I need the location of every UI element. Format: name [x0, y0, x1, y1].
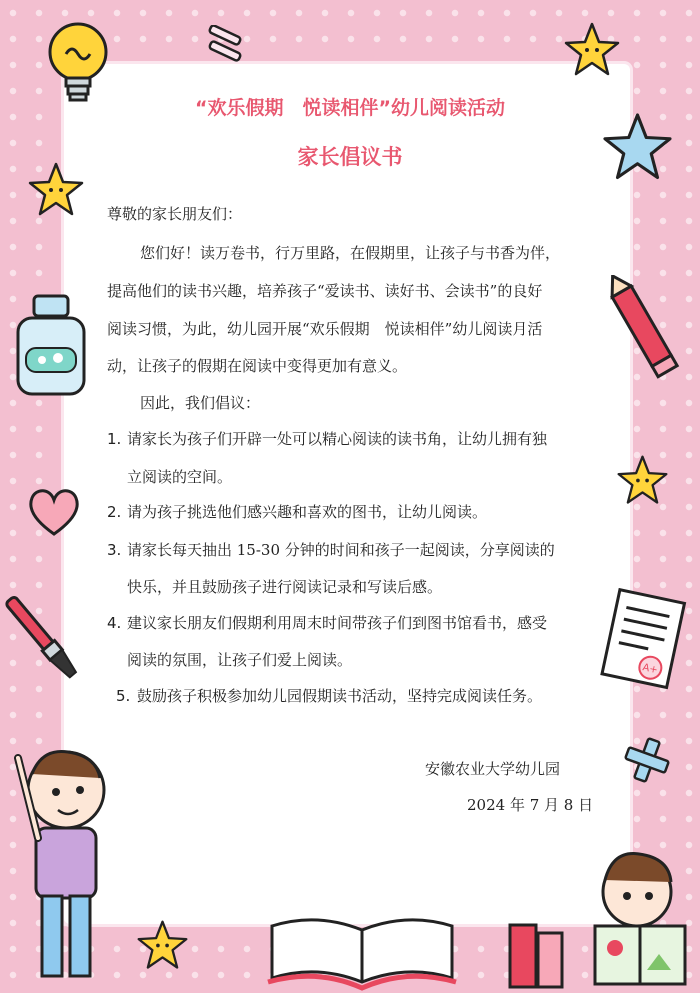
grade-badge: A+ [641, 662, 659, 677]
books-stack-icon [506, 915, 576, 990]
boy-character-left [4, 728, 114, 988]
star-face-icon-bottom [135, 918, 190, 973]
intro-line-3: 阅读习惯，为此，幼儿园开展“欢乐假期 悦读相伴”幼儿阅读月活 [107, 320, 543, 338]
salutation: 尊敬的家长朋友们： [107, 205, 243, 223]
open-book-icon [262, 912, 462, 992]
item-2-number: 2. [107, 503, 122, 521]
item-1-line-2: 立阅读的空间。 [127, 468, 233, 486]
item-5-line-1: 鼓励孩子积极参加幼儿园假期读书活动，坚持完成阅读任务。 [137, 687, 543, 705]
equals-sign-icon [205, 25, 245, 65]
signature-date: 2024 年 7 月 8 日 [467, 796, 594, 814]
paintbrush-icon [2, 588, 82, 688]
paper-grade-icon [600, 588, 690, 693]
intro-line-4: 动，让孩子的假期在阅读中变得更加有意义。 [107, 357, 408, 375]
intro-line-1: 您们好！读万卷书，行万里路，在假期里，让孩子与书香为伴， [140, 244, 561, 262]
item-5-number: 5. [116, 687, 131, 705]
item-3-line-1: 请家长每天抽出 15-30 分钟的时间和孩子一起阅读，分享阅读的 [127, 541, 555, 559]
intro-line-2: 提高他们的读书兴趣，培养孩子“爱读书、读好书、会读书”的良好 [107, 282, 543, 300]
heart-icon [24, 484, 84, 539]
star-icon [562, 20, 622, 80]
ink-bottle-icon [12, 292, 92, 402]
proposal-intro: 因此，我们倡议： [140, 394, 261, 412]
item-3-number: 3. [107, 541, 122, 559]
item-4-line-1: 建议家长朋友们假期利用周末时间带孩子们到图书馆看书，感受 [127, 614, 548, 632]
page-title-line1: “欢乐假期 悦读相伴”幼儿阅读活动 [195, 97, 505, 119]
boy-reading-character [575, 840, 695, 990]
letter-paper [64, 64, 630, 924]
pencil-icon [605, 275, 685, 385]
item-1-number: 1. [107, 430, 122, 448]
page-title-line2: 家长倡议书 [297, 145, 403, 169]
plus-icon [622, 735, 672, 785]
item-3-line-2: 快乐，并且鼓励孩子进行阅读记录和写读后感。 [127, 578, 443, 596]
signature-org: 安徽农业大学幼儿园 [425, 760, 561, 778]
item-1-line-1: 请家长为孩子们开辟一处可以精心阅读的读书角，让幼儿拥有独 [127, 430, 548, 448]
star-face-icon-right [615, 453, 670, 508]
item-4-line-2: 阅读的氛围，让孩子们爱上阅读。 [127, 651, 353, 669]
item-2-line-1: 请为孩子挑选他们感兴趣和喜欢的图书，让幼儿阅读。 [127, 503, 488, 521]
item-4-number: 4. [107, 614, 122, 632]
